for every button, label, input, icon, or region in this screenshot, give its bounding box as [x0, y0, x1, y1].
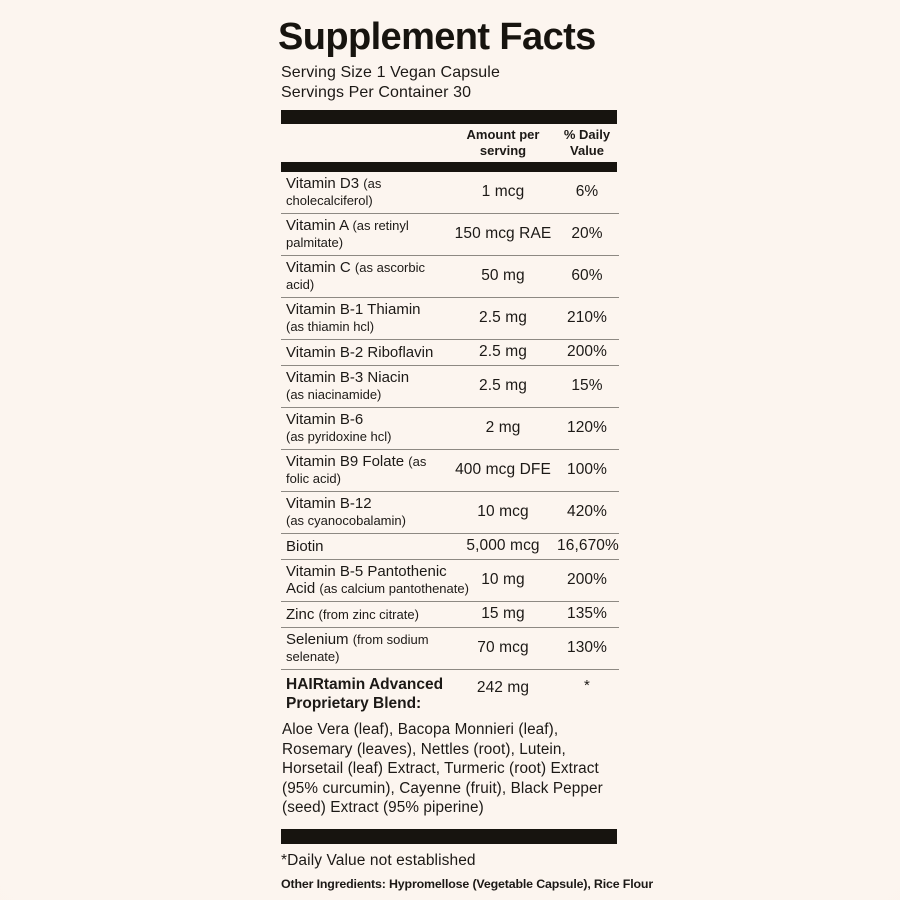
nutrient-detail: (from zinc citrate) [318, 606, 419, 622]
nutrient-daily-value: 200% [566, 571, 608, 588]
nutrient-row [281, 256, 619, 298]
nutrient-daily-value: 6% [575, 183, 599, 200]
nutrient-daily-value: 60% [571, 267, 603, 284]
nutrient-amount: 10 mg [481, 571, 525, 588]
nutrient-name-text: Selenium [286, 631, 349, 648]
nutrient-daily-value: 135% [566, 605, 608, 622]
nutrient-name [281, 369, 449, 403]
nutrient-daily-value: 130% [566, 639, 608, 656]
nutrient-detail: (as calcium pantothenate) [319, 581, 469, 596]
nutrient-name-text: Vitamin B-3 Niacin [286, 369, 410, 386]
nutrient-name [281, 538, 449, 555]
other-ingredients-label: Other Ingredients [281, 876, 382, 891]
nutrient-detail: (as retinyl palmitate) [286, 218, 409, 250]
nutrient-amount: 1 mcg [481, 183, 525, 200]
nutrient-amount: 2 mg [485, 419, 521, 436]
col-header-daily-value: % Daily Value [563, 127, 611, 158]
nutrient-row [281, 214, 619, 256]
nutrient-amount: 150 mcg RAE [454, 225, 552, 242]
nutrient-detail: (as cholecalciferol) [286, 176, 382, 208]
nutrient-amount: 10 mcg [477, 503, 529, 520]
nutrient-amount: 2.5 mg [479, 343, 527, 360]
nutrient-name [281, 631, 449, 665]
other-ingredients-text: : Hypromellose (Vegetable Capsule), Rice Flour [381, 876, 654, 891]
nutrient-name [281, 453, 449, 487]
nutrient-name [281, 259, 449, 293]
nutrient-name [281, 217, 449, 251]
nutrient-amount: 15 mg [481, 605, 525, 622]
bottom-divider-bar [281, 829, 617, 844]
nutrient-name [281, 495, 449, 529]
supplement-facts-panel [278, 16, 654, 891]
blend-row [281, 670, 619, 717]
blend-amount: 242 mg [476, 679, 530, 696]
nutrient-daily-value: 100% [566, 461, 608, 478]
nutrient-row [281, 534, 619, 560]
nutrient-amount: 400 mcg DFE [455, 461, 551, 478]
nutrient-row [281, 366, 619, 408]
nutrient-row [281, 172, 619, 214]
nutrient-name-text: Biotin [286, 537, 324, 555]
nutrient-name [281, 606, 449, 623]
nutrient-detail: (as cyanocobalamin) [286, 513, 406, 528]
header-divider-bar [281, 162, 617, 172]
nutrient-name [281, 344, 449, 361]
nutrient-detail: (as ascorbic acid) [286, 260, 425, 292]
nutrient-detail: (from sodium selenate) [286, 632, 429, 664]
nutrient-amount: 50 mg [481, 267, 525, 284]
nutrient-detail: (as folic acid) [286, 454, 427, 486]
nutrient-daily-value: 20% [571, 225, 603, 242]
nutrient-daily-value: 15% [571, 377, 603, 394]
nutrient-detail: (as pyridoxine hcl) [286, 429, 392, 444]
nutrient-row [281, 492, 619, 534]
nutrient-row [281, 628, 619, 670]
top-divider-bar [281, 110, 617, 124]
column-headers [281, 124, 619, 162]
nutrient-name-text: Vitamin B-5 Pantothenic Acid [286, 563, 447, 597]
servings-per-container-line: Servings Per Container 30 [281, 83, 472, 101]
nutrient-name-text: Vitamin B-12 [286, 495, 372, 512]
nutrient-row [281, 298, 619, 340]
blend-name: HAIRtamin Advanced Proprietary Blend: [286, 676, 444, 712]
nutrient-row [281, 340, 619, 366]
nutrient-amount: 2.5 mg [479, 377, 527, 394]
other-ingredients-line [281, 876, 654, 891]
nutrient-name-text: Vitamin B9 Folate [286, 453, 405, 470]
nutrient-daily-value: 120% [566, 419, 608, 436]
nutrient-daily-value: 16,670% [557, 537, 619, 554]
nutrient-daily-value: 210% [566, 309, 608, 326]
nutrient-name-text: Vitamin D3 [286, 175, 360, 192]
col-header-spacer [281, 127, 449, 158]
nutrient-name [281, 175, 449, 209]
col-header-amount: Amount per serving [466, 127, 540, 158]
panel-title: Supplement Facts [278, 16, 596, 58]
nutrient-amount: 70 mcg [477, 639, 529, 656]
blend-ingredients: Aloe Vera (leaf), Bacopa Monnieri (leaf), Rosemary (leaves), Nettles (root), Lutein, Horsetail (leaf) Extract, Turmeric (root) Extract (95% curcumin), Cayenne (fruit), Black Pepper (seed) Extract (95% piperine) [282, 721, 603, 817]
nutrient-name-text: Vitamin B-1 Thiamin [286, 301, 421, 318]
nutrient-daily-value: 200% [566, 343, 608, 360]
nutrient-daily-value: 420% [566, 503, 608, 520]
nutrient-amount: 5,000 mcg [466, 537, 540, 554]
nutrient-rows [281, 172, 619, 670]
nutrient-detail: (as niacinamide) [286, 387, 382, 402]
nutrient-name [281, 301, 449, 335]
daily-value-footnote: *Daily Value not established [281, 851, 476, 869]
nutrient-detail: (as thiamin hcl) [286, 319, 375, 334]
nutrient-name-text: Vitamin B-6 [286, 411, 364, 428]
nutrient-name-text: Vitamin C [286, 259, 351, 276]
nutrient-amount: 2.5 mg [479, 309, 527, 326]
nutrient-row [281, 602, 619, 628]
nutrient-name [281, 411, 449, 445]
nutrient-name-text: Vitamin A [286, 217, 349, 234]
nutrient-row [281, 560, 619, 602]
serving-size-line: Serving Size 1 Vegan Capsule [281, 64, 500, 81]
nutrient-row [281, 408, 619, 450]
blend-daily-value: * [584, 677, 590, 694]
nutrient-row [281, 450, 619, 492]
nutrient-name-text: Vitamin B-2 Riboflavin [286, 343, 434, 361]
nutrient-name-text: Zinc [286, 605, 315, 623]
